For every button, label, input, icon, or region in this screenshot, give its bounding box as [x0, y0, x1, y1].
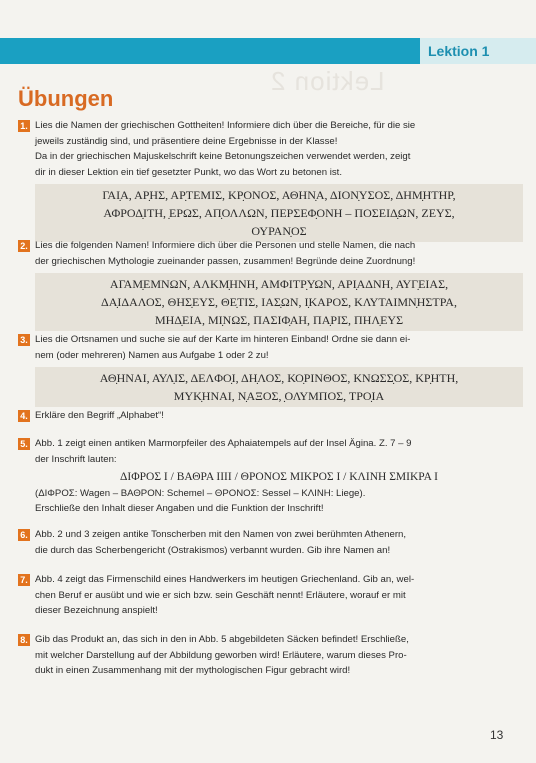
- text-line: Abb. 2 und 3 zeigen antike Tonscherben mit den Namen von zwei berühmten Athenern,: [35, 529, 407, 540]
- text-line: der griechischen Mythologie zueinander passen, zusammen! Begründe deine Zuordnung!: [35, 255, 416, 267]
- exercise-text: [35, 408, 523, 424]
- exercise-text: [35, 118, 523, 180]
- text-line: jeweils zuständig sind, und präsentiere deine Ergebnisse in der Klasse!: [35, 135, 338, 147]
- exercise-text: [35, 632, 523, 679]
- text-line: Abb. 1 zeigt einen antiken Marmorpfeiler des Aphaiatempels auf der Insel Ägina. Z. 7 – 9: [35, 438, 412, 449]
- text-line: chen Beruf er ausübt und wie er sich bzw. sein Geschäft nennt! Erläutere, worauf er mit: [35, 589, 406, 601]
- text-line: Erschließe den Inhalt dieser Angaben und die Funktion der Inschrift!: [35, 503, 324, 515]
- inscription-line: ΔΙΦΡΟΣ Ι / ΒΑΘΡΑ ΙΙΙΙ / ΘΡΟΝΟΣ ΜΙΚΡΟΣ Ι / ΚΛΙΝΗ ΣΜΙΚΡΑ Ι: [120, 471, 438, 484]
- gloss-line: (ΔΙΦΡΟΣ: Wagen – ΒΑΘΡΟΝ: Schemel – ΘΡΟΝΟΣ: Sessel – ΚΛΙΝΗ: Liege).: [35, 487, 366, 499]
- page-number: 13: [490, 728, 504, 742]
- greek-line: ΑΦΡΟΔ̣ΙΤΗ, ̣ΕΡΩΣ, ΑΠ̣ΟΛΛΩΝ, ΠΕΡΣΕΦ̣ΟΝΗ – ΠΟΣΕΙΔ̣ΩΝ, ΖΕΥΣ,: [103, 206, 455, 221]
- greek-names-box: [35, 367, 523, 407]
- exercise-text: [35, 436, 523, 467]
- exercise-number: 7.: [18, 574, 30, 586]
- exercise-number: 6.: [18, 529, 30, 541]
- text-line: Lies die Namen der griechischen Gottheiten! Informiere dich über die Bereiche, für die sie: [35, 120, 416, 131]
- exercise-number: 1.: [18, 120, 30, 132]
- exercise-number: 5.: [18, 438, 30, 450]
- greek-line: ΑΘ̣ΗΝΑΙ, ΑΥΛ̣ΙΣ, ΔΕΛΦΟ̣Ι, ΔΗ̣ΛΟΣ, ΚΟ̣ΡΙΝΘΟΣ, ΚΝΩΣΣ̣ΟΣ, ΚΡ̣ΗΤΗ,: [99, 371, 459, 386]
- text-line: Da in der griechischen Majuskelschrift keine Betonungszeichen verwendet werden, zeigt: [35, 151, 411, 163]
- page-heading: Übungen: [18, 86, 114, 111]
- bleed-through-text: Lektion 2: [270, 66, 385, 96]
- exercise-5: [18, 436, 523, 517]
- text-line: Abb. 4 zeigt das Firmenschild eines Handwerkers im heutigen Griechenland. Gib an, wel-: [35, 574, 415, 585]
- greek-names-box: [35, 184, 523, 242]
- exercise-number: 2.: [18, 240, 30, 252]
- exercise-4: [18, 408, 523, 424]
- exercise-3: [18, 332, 523, 407]
- exercise-8: [18, 632, 523, 679]
- exercise-text: [35, 238, 523, 269]
- text-line: dukt in einen Zusammenhang mit der mythologischen Figur gebracht wird!: [35, 665, 351, 677]
- exercise-7: [18, 572, 523, 619]
- text-line: Erkläre den Begriff „Alphabet“!: [35, 410, 164, 421]
- exercise-number: 4.: [18, 410, 30, 422]
- exercise-number: 8.: [18, 634, 30, 646]
- greek-line: ΟΥΡΑΝ̣ΟΣ: [251, 224, 307, 239]
- text-line: Lies die Ortsnamen und suche sie auf der Karte im hinteren Einband! Ordne sie dann ei-: [35, 334, 411, 345]
- exercise-text: [35, 527, 523, 558]
- exercise-2: [18, 238, 523, 331]
- greek-line: ΓΑΙ̣Α, ΑΡ̣ΗΣ, ΑΡ̣ΤΕΜΙΣ, ΚΡ̣ΟΝΟΣ, ΑΘΗΝ̣Α, ΔΙΟΝ̣ΥΣΟΣ, ΔΗΜ̣ΗΤΗΡ,: [102, 188, 456, 203]
- exercise-text: [35, 332, 523, 363]
- text-line: dir in dieser Lektion ein tief gesetzter Punkt, wo das Wort zu betonen ist.: [35, 166, 342, 178]
- text-line: die durch das Scherbengericht (Ostrakismos) verbannt wurden. Gib ihre Namen an!: [35, 544, 391, 556]
- exercise-number: 3.: [18, 334, 30, 346]
- greek-line: ΔΑ̣ΙΔΑΛΟΣ, ΘΗΣ̣ΕΥΣ, ΘΕ̣ΤΙΣ, ΙΑΣ̣ΩΝ, Ι̣ΚΑΡΟΣ, ΚΛΥΤΑΙΜΝ̣ΗΣΤΡΑ,: [101, 295, 457, 310]
- greek-line: ΑΓΑΜ̣ΕΜΝΩΝ, ΑΛΚΜ̣ΗΝΗ, ΑΜΦΙΤΡ̣ΥΩΝ, ΑΡΙ̣ΑΔΝΗ, ΑΥΓ̣ΕΙΑΣ,: [109, 277, 449, 292]
- text-line: der Inschrift lauten:: [35, 453, 117, 465]
- exercise-text: [35, 572, 523, 619]
- text-line: Lies die folgenden Namen! Informiere dich über die Personen und stelle Namen, die nach: [35, 240, 416, 251]
- greek-names-box: [35, 273, 523, 331]
- exercise-1: [18, 118, 523, 242]
- text-line: nem (oder mehreren) Namen aus Aufgabe 1 oder 2 zu!: [35, 349, 269, 361]
- lesson-tab: Lektion 1: [420, 38, 536, 64]
- text-line: Gib das Produkt an, das sich in den in Abb. 5 abgebildeten Säcken befindet! Erschließe,: [35, 634, 409, 645]
- text-line: mit welcher Darstellung auf der Abbildung geworben wird! Erläutere, warum dieses Pro-: [35, 649, 407, 661]
- greek-line: ΜΥΚ̣ΗΝΑΙ, Ν̣ΑΞΟΣ, ̣ΟΛΥΜΠΟΣ, ΤΡΟ̣ΙΑ: [173, 389, 385, 404]
- greek-line: ΜΗΔ̣ΕΙΑ, ΜΙ̣ΝΩΣ, ΠΑΣΙΦ̣ΑΗ, ΠΑ̣ΡΙΣ, ΠΗΛ̣ΕΥΣ: [154, 313, 404, 328]
- exercise-6: [18, 527, 523, 558]
- text-line: dieser Bezeichnung anspielt!: [35, 605, 158, 617]
